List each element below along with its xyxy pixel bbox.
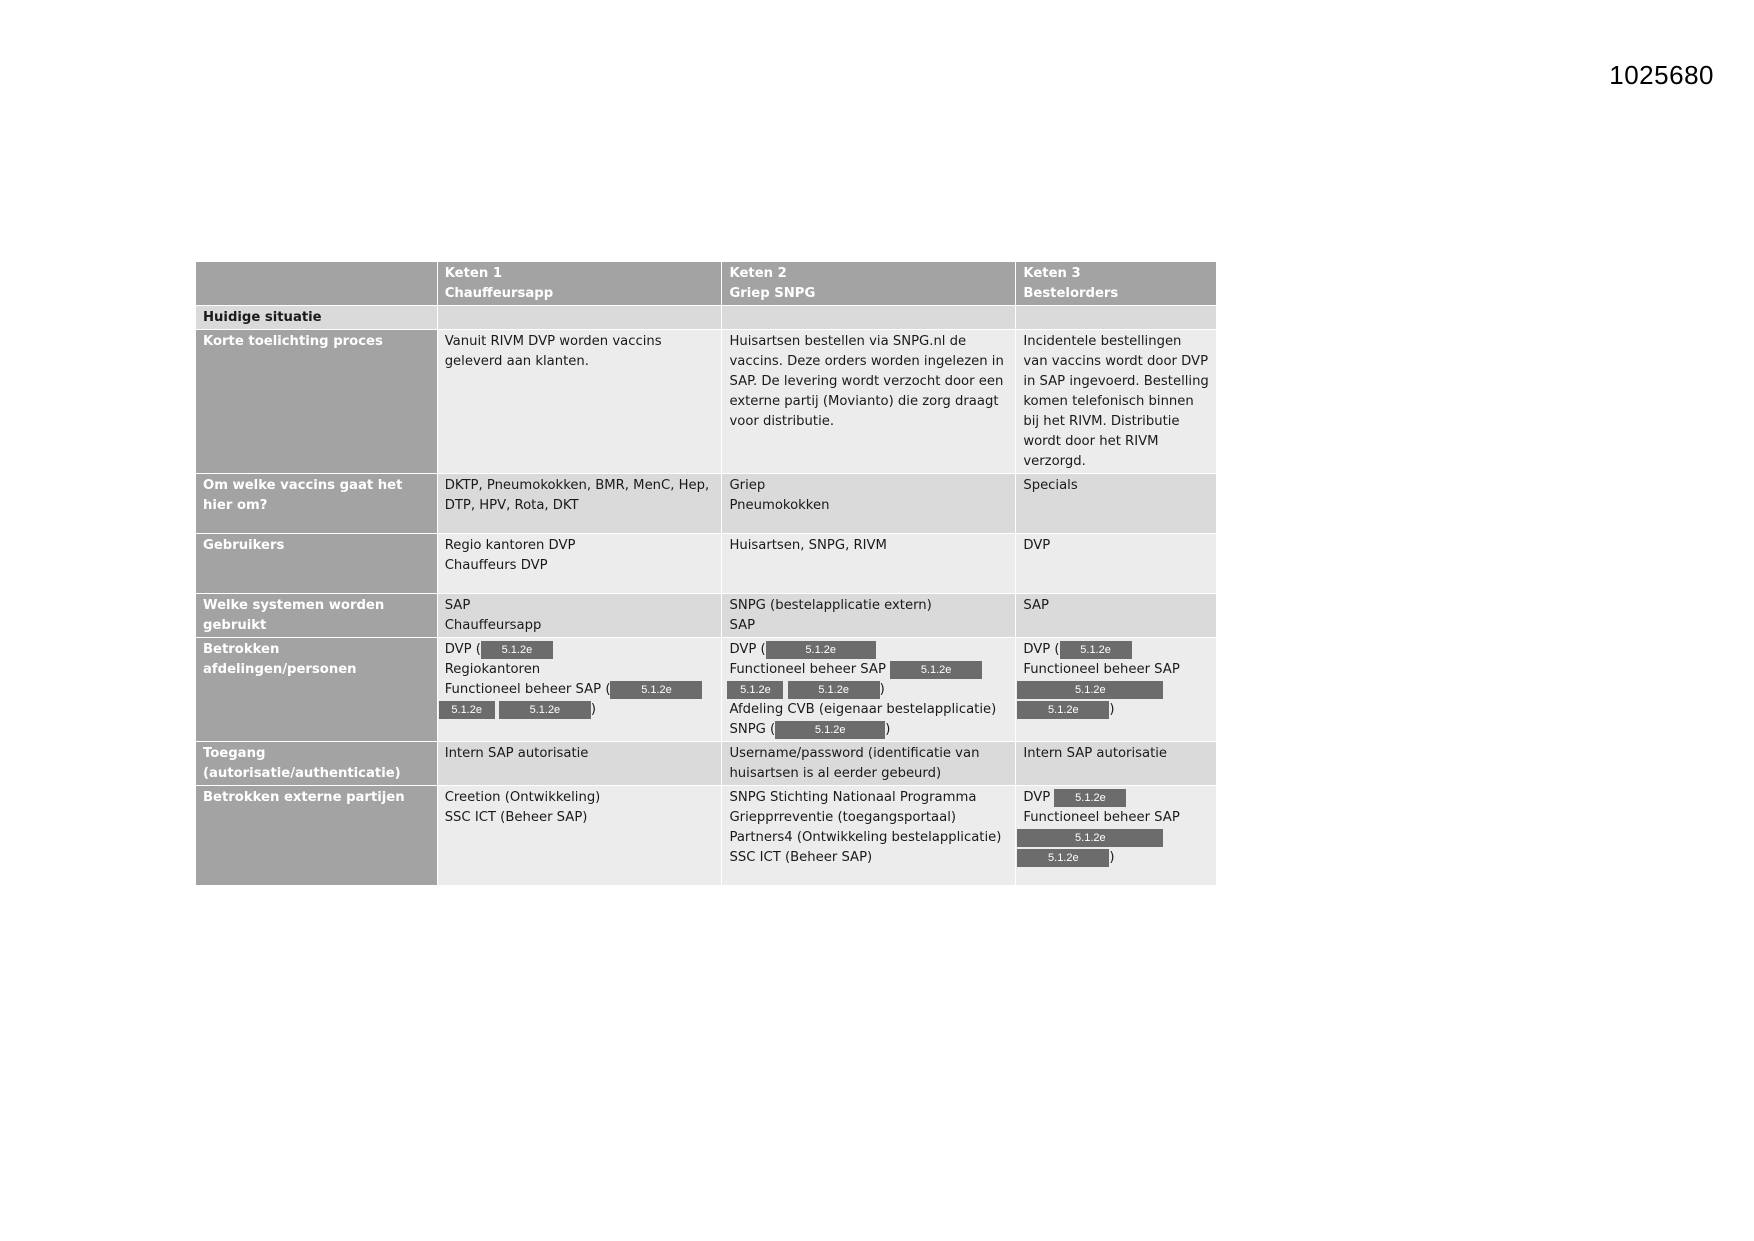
table-cell: Huisartsen bestellen via SNPG.nl de vaccins. Deze orders worden ingelezen in SAP. De levering wordt verzocht door een externe partij (Movianto) die zorg draagt voor distributie. xyxy=(722,330,1016,474)
table-cell: SAP Chauffeursapp xyxy=(437,594,722,638)
redaction-block: 5.1.2e xyxy=(788,681,880,699)
table-cell: DVP xyxy=(1016,534,1217,594)
table-cell: SNPG Stichting Nationaal Programma Griepprreventie (toegangsportaal) Partners4 (Ontwikkeling bestelapplicatie) SSC ICT (Beheer SAP) xyxy=(722,786,1016,886)
table-cell: Specials xyxy=(1016,474,1217,534)
table-cell: SNPG (bestelapplicatie extern) SAP xyxy=(722,594,1016,638)
table-cell: DVP ( 5.1.2e Regiokantoren Functioneel beheer SAP ( 5.1.2e 5.1.2e 5.1.2e ) xyxy=(437,638,722,742)
table-cell: SAP xyxy=(1016,594,1217,638)
table-cell: Intern SAP autorisatie xyxy=(437,742,722,786)
redaction-block: 5.1.2e xyxy=(766,641,876,659)
header-keten-1: Keten 1 Chauffeursapp xyxy=(437,262,722,306)
redaction-block: 5.1.2e xyxy=(499,701,591,719)
redaction-block: 5.1.2e xyxy=(1054,789,1126,807)
table-cell: DVP 5.1.2e Functioneel beheer SAP 5.1.2e 5.1.2e ) xyxy=(1016,786,1217,886)
table-cell: DKTP, Pneumokokken, BMR, MenC, Hep, DTP, HPV, Rota, DKT xyxy=(437,474,722,534)
redaction-block: 5.1.2e xyxy=(1017,701,1109,719)
redaction-block: 5.1.2e xyxy=(1017,849,1109,867)
row-label: Gebruikers xyxy=(196,534,437,594)
table-cell: Intern SAP autorisatie xyxy=(1016,742,1217,786)
header-keten-2: Keten 2 Griep SNPG xyxy=(722,262,1016,306)
redaction-block: 5.1.2e xyxy=(1060,641,1132,659)
redaction-block: 5.1.2e xyxy=(610,681,702,699)
table-row xyxy=(196,330,1217,474)
redaction-block: 5.1.2e xyxy=(1017,681,1163,699)
table-row xyxy=(196,638,1217,742)
table-cell: DVP ( 5.1.2e Functioneel beheer SAP 5.1.2e 5.1.2e 5.1.2e ) Afdeling CVB (eigenaar bestelapplicatie) SNPG ( 5.1.2e ) xyxy=(722,638,1016,742)
row-label: Om welke vaccins gaat het hier om? xyxy=(196,474,437,534)
table-cell: DVP ( 5.1.2e Functioneel beheer SAP 5.1.2e 5.1.2e ) xyxy=(1016,638,1217,742)
document-id: 1025680 xyxy=(1609,60,1714,90)
process-chain-table xyxy=(196,262,1217,886)
table-cell: Huisartsen, SNPG, RIVM xyxy=(722,534,1016,594)
table-row xyxy=(196,594,1217,638)
table-cell: Vanuit RIVM DVP worden vaccins geleverd aan klanten. xyxy=(437,330,722,474)
redaction-block: 5.1.2e xyxy=(439,701,495,719)
row-label: Betrokken externe partijen xyxy=(196,786,437,886)
table-row xyxy=(196,534,1217,594)
section-row xyxy=(196,306,1217,330)
table-cell: Incidentele bestellingen van vaccins wordt door DVP in SAP ingevoerd. Bestelling komen telefonisch binnen bij het RIVM. Distributie wordt door het RIVM verzorgd. xyxy=(1016,330,1217,474)
redaction-block: 5.1.2e xyxy=(1017,829,1163,847)
row-label: Toegang (autorisatie/authenticatie) xyxy=(196,742,437,786)
redaction-block: 5.1.2e xyxy=(775,721,885,739)
row-label: Betrokken afdelingen/personen xyxy=(196,638,437,742)
redaction-block: 5.1.2e xyxy=(727,681,783,699)
row-label: Korte toelichting proces xyxy=(196,330,437,474)
table-cell: Creetion (Ontwikkeling) SSC ICT (Beheer SAP) xyxy=(437,786,722,886)
table-cell: Username/password (identificatie van huisartsen is al eerder gebeurd) xyxy=(722,742,1016,786)
table-cell: Griep Pneumokokken xyxy=(722,474,1016,534)
table-cell: Regio kantoren DVP Chauffeurs DVP xyxy=(437,534,722,594)
row-label: Welke systemen worden gebruikt xyxy=(196,594,437,638)
redaction-block: 5.1.2e xyxy=(890,661,982,679)
table-row xyxy=(196,786,1217,886)
header-keten-3: Keten 3 Bestelorders xyxy=(1016,262,1217,306)
section-label: Huidige situatie xyxy=(196,306,437,330)
table-header-row xyxy=(196,262,1217,306)
table-row xyxy=(196,742,1217,786)
redaction-block: 5.1.2e xyxy=(481,641,553,659)
header-corner xyxy=(196,262,437,306)
table-row xyxy=(196,474,1217,534)
